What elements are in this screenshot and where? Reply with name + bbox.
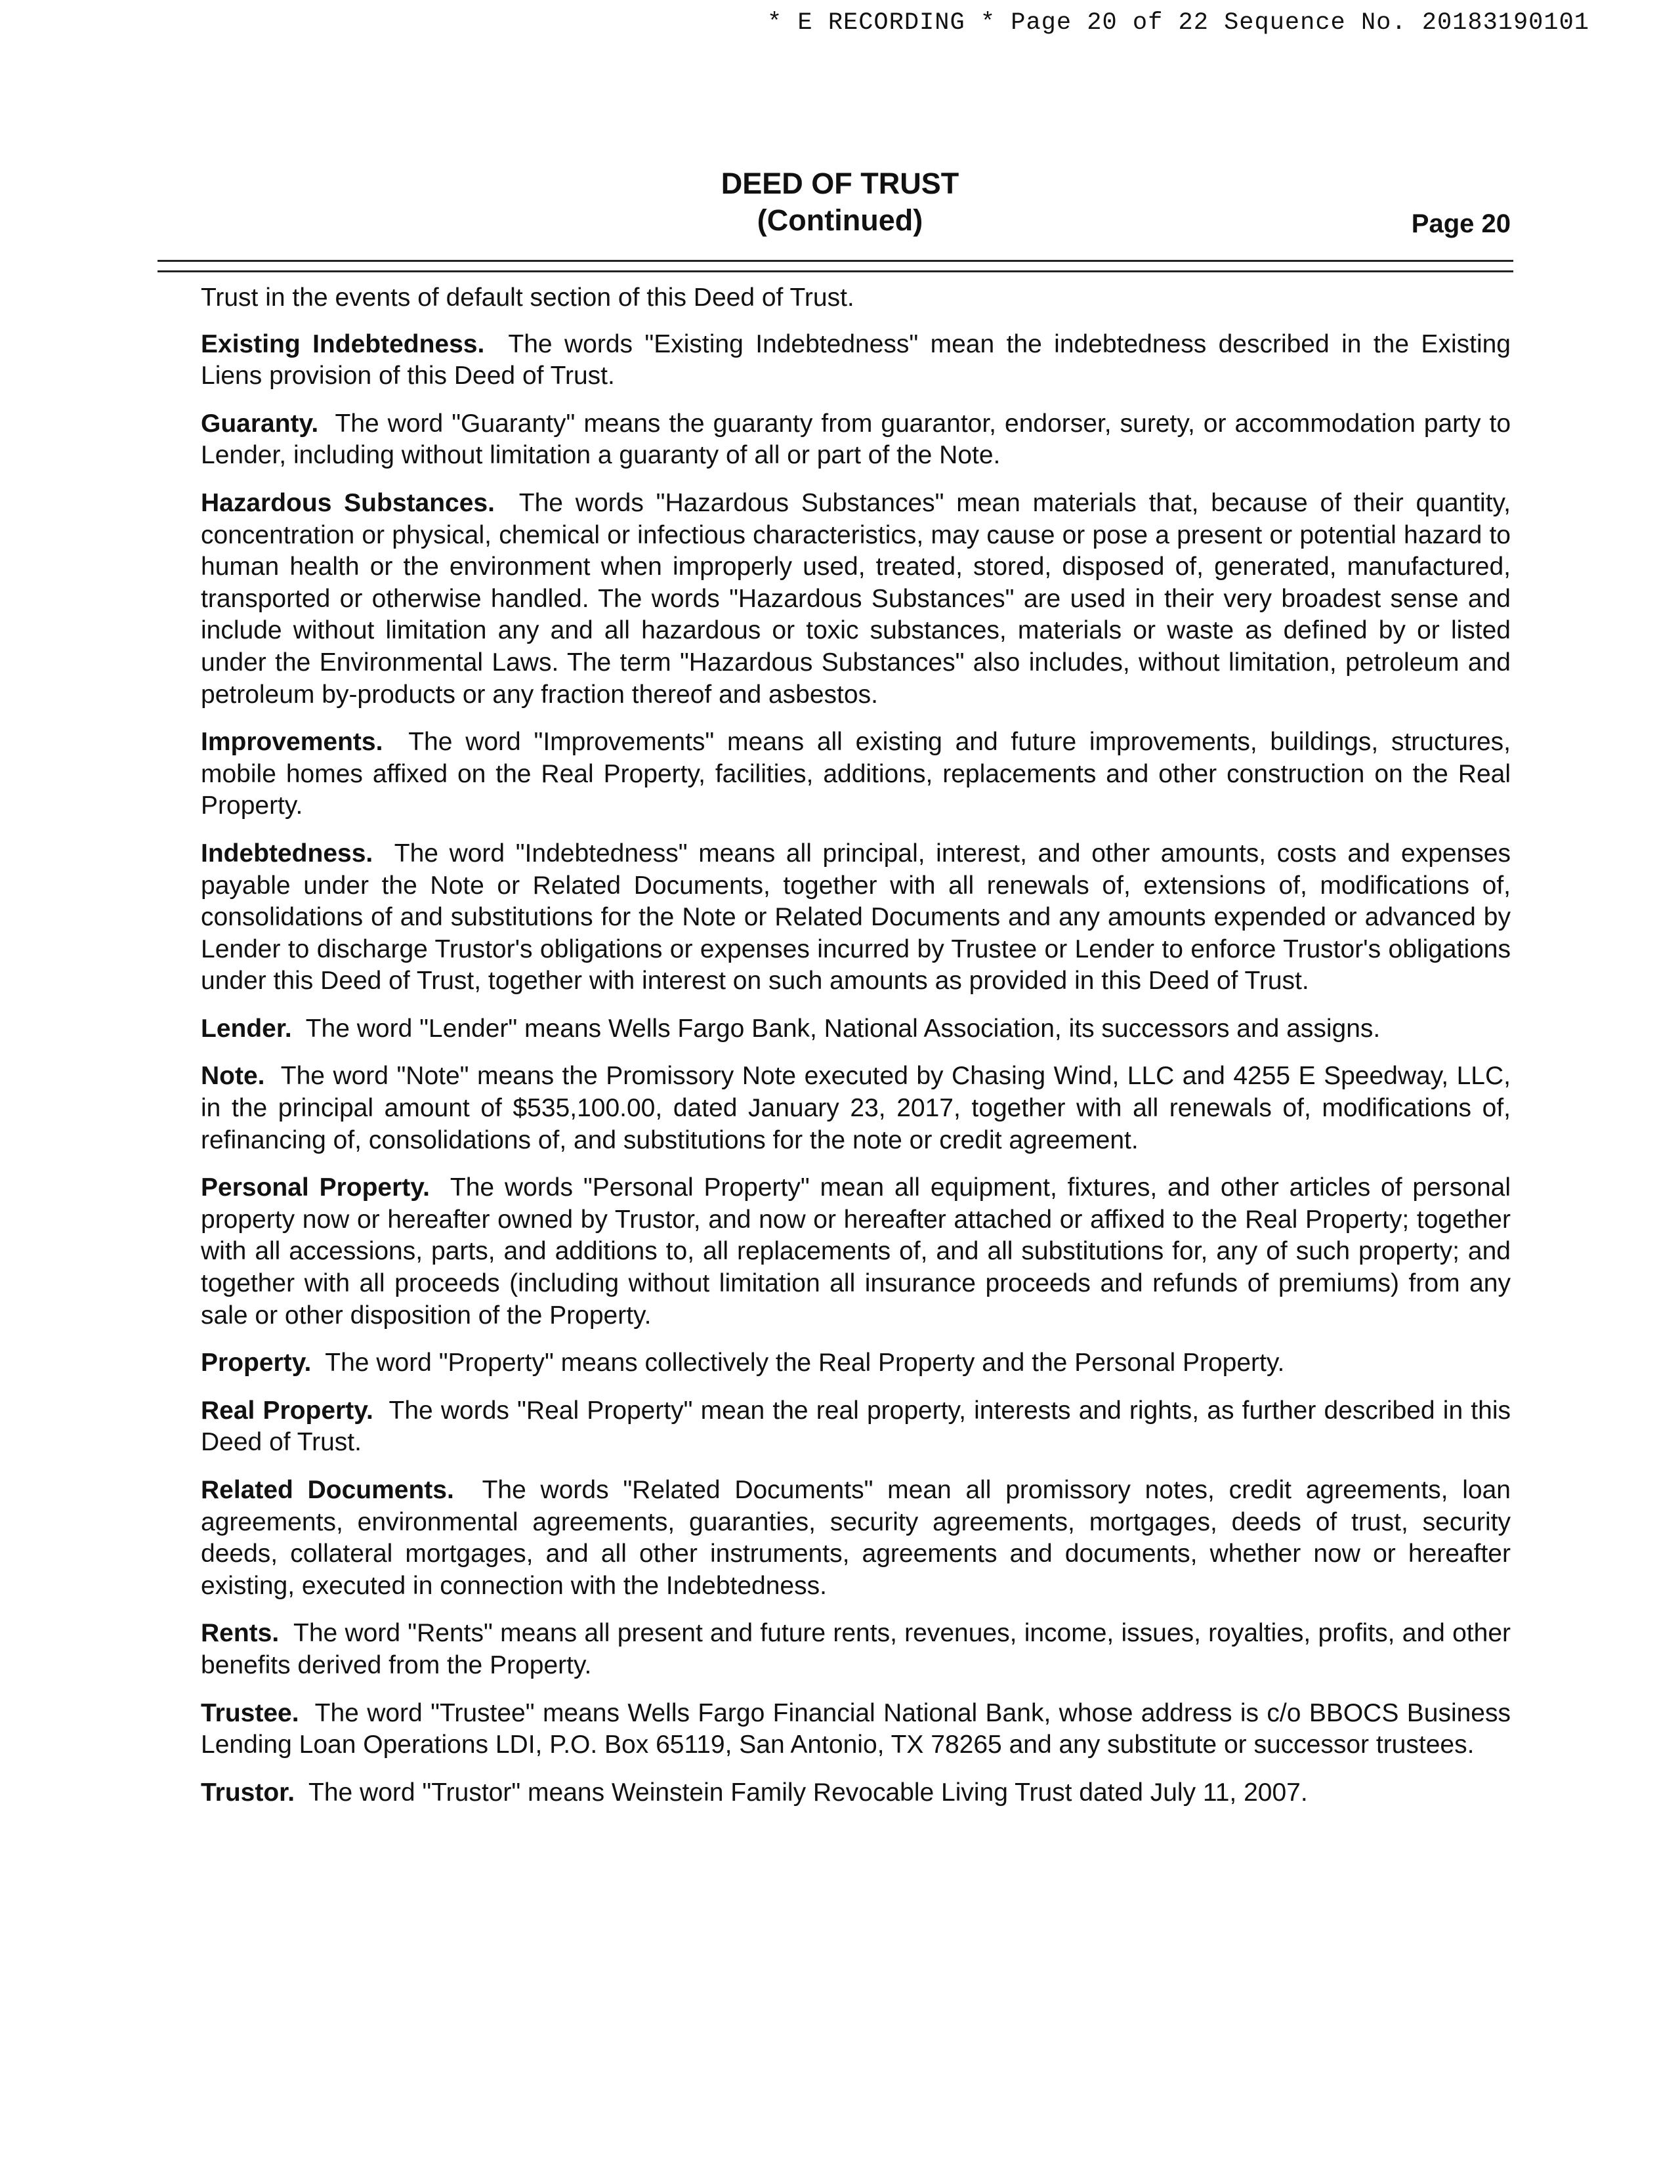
definition-text: The word "Improvements" means all existing and future improvements, buildings, structures, mobile homes affixed on the Real Property, facilities, additions, replacements and other construction on the Real Property. bbox=[201, 728, 1511, 820]
header-divider-bottom bbox=[158, 270, 1513, 272]
definition-real-property bbox=[201, 1395, 1511, 1459]
lead-paragraph: Trust in the events of default section of this Deed of Trust. bbox=[201, 284, 854, 312]
definition-term: Improvements. bbox=[201, 728, 383, 757]
definition-hazardous-substances bbox=[201, 488, 1511, 711]
definition-term: Guaranty. bbox=[201, 409, 319, 438]
definition-text: The word "Indebtedness" means all principal, interest, and other amounts, costs and expenses payable under the Note or Related Documents, together with all renewals of, extensions of, modifications of, consolidations of and substitutions for the Note or Related Documents and any amounts expended or advanced by Lender to discharge Trustor's obligations or expenses incurred by Trustee or Lender to enforce Trustor's obligations under this Deed of Trust, together with interest on such amounts as provided in this Deed of Trust. bbox=[201, 839, 1511, 996]
definition-trustee bbox=[201, 1698, 1511, 1761]
definition-lender bbox=[201, 1013, 1511, 1045]
definition-term: Related Documents. bbox=[201, 1476, 454, 1504]
definition-term: Hazardous Substances. bbox=[201, 488, 495, 517]
definition-note bbox=[201, 1060, 1511, 1156]
definition-term: Note. bbox=[201, 1062, 265, 1091]
definition-guaranty bbox=[201, 408, 1511, 472]
header-divider-top bbox=[158, 260, 1513, 262]
definition-property bbox=[201, 1347, 1511, 1379]
definition-existing-indebtedness bbox=[201, 329, 1511, 392]
definition-text: The words "Hazardous Substances" mean materials that, because of their quantity, concentration or physical, chemical or infectious characteristics, may cause or pose a present or potential hazard to human health or the environment when improperly used, treated, stored, disposed of, generated, manufactured, transported or otherwise handled. The words "Hazardous Substances" are used in their very broadest sense and include without limitation any and all hazardous or toxic substances, materials or waste as defined by or listed under the Environmental Laws. The term "Hazardous Substances" also includes, without limitation, petroleum and petroleum by-products or any fraction thereof and asbestos. bbox=[201, 488, 1511, 709]
definition-term: Rents. bbox=[201, 1619, 280, 1648]
definition-related-documents bbox=[201, 1475, 1511, 1602]
definition-text: The word "Trustee" means Wells Fargo Financial National Bank, whose address is c/o BBOCS Business Lending Loan Operations LDI, P.O. Box 65119, San Antonio, TX 78265 and any substitute or successor trustees. bbox=[201, 1698, 1511, 1759]
definition-text: The words "Real Property" mean the real property, interests and rights, as further described in this Deed of Trust. bbox=[201, 1396, 1511, 1457]
definition-text: The word "Lender" means Wells Fargo Bank, National Association, its successors and assigns. bbox=[305, 1014, 1381, 1043]
definition-term: Property. bbox=[201, 1349, 312, 1377]
definition-text: The word "Guaranty" means the guaranty from guarantor, endorser, surety, or accommodation party to Lender, including without limitation a guaranty of all or part of the Note. bbox=[201, 409, 1511, 470]
definition-term: Trustee. bbox=[201, 1698, 299, 1727]
definition-text: The word "Property" means collectively the Real Property and the Personal Property. bbox=[325, 1349, 1285, 1377]
title-line-2: (Continued) bbox=[757, 203, 923, 237]
definition-term: Personal Property. bbox=[201, 1173, 430, 1202]
recording-header: * E RECORDING * Page 20 of 22 Sequence No. 20183190101 bbox=[767, 9, 1589, 37]
definition-text: The word "Note" means the Promissory Note executed by Chasing Wind, LLC and 4255 E Speedway, LLC, in the principal amount of $535,100.00, dated January 23, 2017, together with all renewals of, modifications of, refinancing of, consolidations of, and substitutions for the note or credit agreement. bbox=[201, 1062, 1511, 1154]
definition-indebtedness bbox=[201, 838, 1511, 998]
definition-trustor bbox=[201, 1777, 1511, 1809]
definition-text: The words "Personal Property" mean all equipment, fixtures, and other articles of personal property now or hereafter owned by Trustor, and now or hereafter attached or affixed to the Real Property; together with all accessions, parts, and additions to, all replacements of, and all substitutions for, any of such property; and together with all proceeds (including without limitation all insurance proceeds and refunds of premiums) from any sale or other disposition of the Property. bbox=[201, 1173, 1511, 1330]
definition-term: Real Property. bbox=[201, 1396, 373, 1425]
definition-improvements bbox=[201, 726, 1511, 822]
definition-text: The words "Related Documents" mean all promissory notes, credit agreements, loan agreements, environmental agreements, guaranties, security agreements, mortgages, deeds of trust, security deeds, collateral mortgages, and all other instruments, agreements and documents, whether now or hereafter existing, executed in connection with the Indebtedness. bbox=[201, 1476, 1511, 1600]
page-number-label: Page 20 bbox=[1411, 209, 1511, 238]
definition-text: The word "Rents" means all present and future rents, revenues, income, issues, royalties, profits, and other benefits derived from the Property. bbox=[201, 1619, 1511, 1679]
definition-term: Trustor. bbox=[201, 1778, 295, 1807]
definition-personal-property bbox=[201, 1172, 1511, 1332]
definition-text: The word "Trustor" means Weinstein Family Revocable Living Trust dated July 11, 2007. bbox=[308, 1778, 1308, 1807]
definition-rents bbox=[201, 1618, 1511, 1681]
definition-term: Existing Indebtedness. bbox=[201, 329, 485, 358]
title-line-1: DEED OF TRUST bbox=[721, 167, 959, 200]
definition-term: Lender. bbox=[201, 1014, 292, 1043]
definition-term: Indebtedness. bbox=[201, 839, 373, 868]
definitions-body bbox=[201, 282, 1511, 1824]
definition-text: The words "Existing Indebtedness" mean the indebtedness described in the Existing Liens provision of this Deed of Trust. bbox=[201, 329, 1511, 390]
